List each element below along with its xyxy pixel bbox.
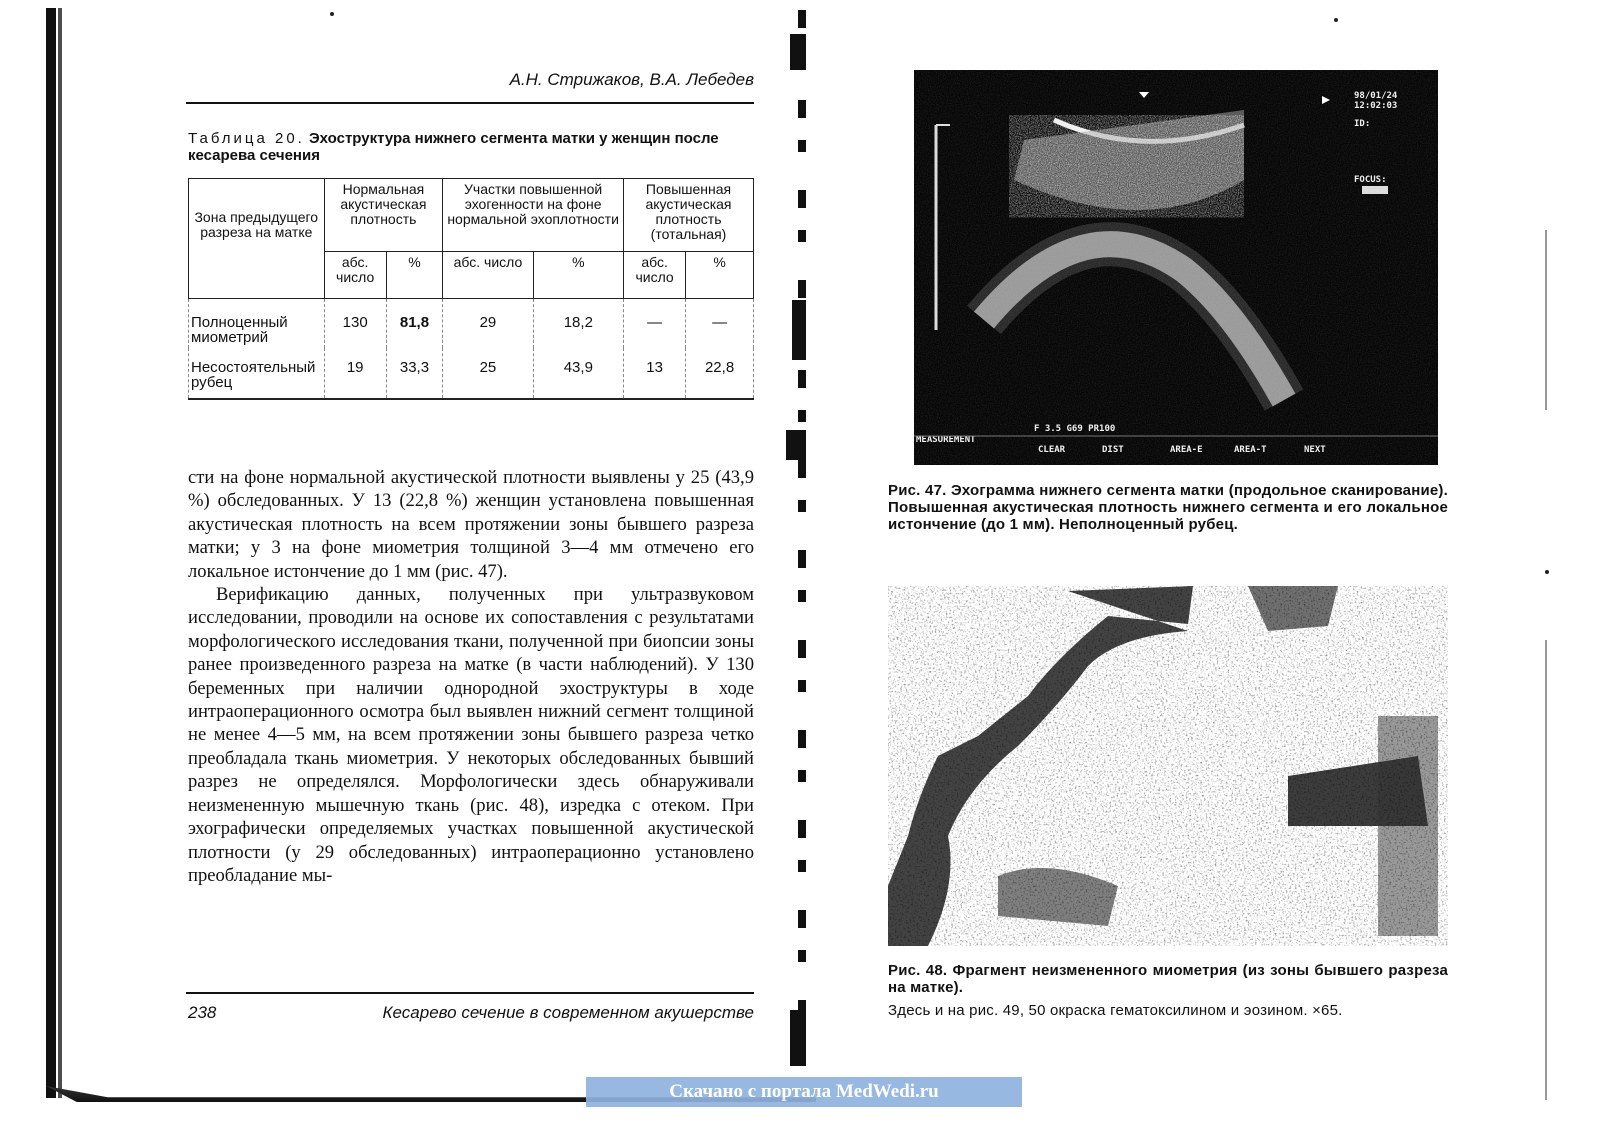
ultrasound-menu-item: CLEAR bbox=[1038, 445, 1066, 455]
table-cell: 18,2 bbox=[533, 299, 623, 349]
sub-header: абс. число bbox=[324, 252, 386, 299]
ultrasound-menu-item: AREA-T bbox=[1234, 445, 1267, 455]
table-cell: 81,8 bbox=[386, 299, 443, 349]
ultrasound-menu-item: MEASUREMENT bbox=[916, 435, 976, 445]
figure47-caption-text: Рис. 47. Эхограмма нижнего сегмента матки (продольное сканирование). Повышенная акустическая плотность нижнего сегмента и его локальное истончение (до 1 мм). Неполноценный рубец. bbox=[888, 482, 1448, 533]
table-title: Эхоструктура нижнего сегмента матки у женщин после кесарева сечения bbox=[188, 130, 719, 164]
running-head: А.Н. Стрижаков, В.А. Лебедев bbox=[509, 70, 754, 89]
ultrasound-id-label: ID: bbox=[1354, 119, 1371, 129]
paragraph: Верификацию данных, полученных при ультразвуковом исследовании, проводили на основе их сопоставления с результатами морфологического исследования ткани, полученной при биопсии зоны ранее произведенного разреза на матке (в части наблюдений). У 130 беременных при наличии однородной эхоструктуры в ходе интраоперационного осмотра был выявлен нижний сегмент толщиной не менее 4—5 мм, на всем протяжении зоны бывшего разреза четко преобладала ткань миометрия. У некоторых обследованных бывший разрез не определялся. Морфологически здесь обнаруживали неизмененную мышечную ткань (рис. 48), изредка с отеком. При эхографически определяемых участках повышенной акустической плотности (у 29 обследованных) интраоперационно установлено преобладание мы- bbox=[188, 584, 754, 886]
sub-header: % bbox=[686, 252, 754, 299]
body-text bbox=[188, 466, 754, 887]
sub-header: % bbox=[533, 252, 623, 299]
sub-header: % bbox=[386, 252, 443, 299]
ultrasound-menu-item: AREA-E bbox=[1170, 445, 1203, 455]
scan-dot bbox=[1545, 570, 1549, 574]
table-cell: — bbox=[624, 299, 686, 349]
table-caption bbox=[188, 130, 754, 164]
ultrasound-focus-label: FOCUS: bbox=[1354, 175, 1387, 185]
table-cell: 25 bbox=[443, 348, 533, 399]
table-row bbox=[189, 348, 754, 399]
spine-mark bbox=[790, 1010, 806, 1066]
table-cell: 13 bbox=[624, 348, 686, 399]
table-cell: 33,3 bbox=[386, 348, 443, 399]
sub-header: абс. число bbox=[624, 252, 686, 299]
ultrasound-scan bbox=[914, 70, 1438, 465]
ultrasound-params: F 3.5 G69 PR100 bbox=[1034, 424, 1116, 434]
scan-dot bbox=[330, 12, 334, 16]
table-row bbox=[189, 299, 754, 349]
table-cell: 43,9 bbox=[533, 348, 623, 399]
group-header-total: Повышенная акустическая плотность (тотальная) bbox=[624, 179, 754, 252]
sub-header: абс. число bbox=[443, 252, 533, 299]
ultrasound-image bbox=[914, 70, 1438, 465]
data-table bbox=[188, 178, 754, 400]
figure47-caption bbox=[888, 482, 1448, 533]
ultrasound-menu-item: NEXT bbox=[1304, 445, 1326, 455]
table-cell: — bbox=[686, 299, 754, 349]
ultrasound-date: 98/01/24 bbox=[1354, 91, 1398, 101]
book-spine bbox=[798, 10, 806, 1090]
paragraph: сти на фоне нормальной акустической плотности выявлены у 25 (43,9 %) обследованных. У 13 (22,8 %) женщин установлена повышенная акустическая плотность на всем протяжении зоны бывшего разреза матки; у 3 на фоне миометрия толщиной 3—4 мм отмечено его локальное истончение до 1 мм (рис. 47). bbox=[188, 467, 754, 582]
footer-title: Кесарево сечение в современном акушерстве bbox=[382, 1003, 754, 1022]
scan-edge-right bbox=[1545, 640, 1547, 1100]
figure48-note: Здесь и на рис. 49, 50 окраска гематоксилином и эозином. ×65. bbox=[888, 1002, 1343, 1019]
page-number: 238 bbox=[188, 1003, 217, 1022]
row-label: Несостоятельный рубец bbox=[189, 348, 325, 399]
zone-header: Зона предыдущего разреза на матке bbox=[189, 179, 325, 299]
watermark-banner[interactable]: Скачано с портала MedWedi.ru bbox=[586, 1077, 1022, 1107]
row-label: Полноценный миометрий bbox=[189, 299, 325, 349]
ultrasound-menu-item: DIST bbox=[1102, 445, 1124, 455]
spine-mark bbox=[786, 430, 806, 460]
table-cell: 19 bbox=[324, 348, 386, 399]
group-header-normal: Нормальная акустическая плотность bbox=[324, 179, 443, 252]
table-cell: 29 bbox=[443, 299, 533, 349]
table-cell: 22,8 bbox=[686, 348, 754, 399]
group-header-areas: Участки повышенной эхогенности на фоне нормальной эхоплотности bbox=[443, 179, 624, 252]
table-cell: 130 bbox=[324, 299, 386, 349]
ultrasound-time: 12:02:03 bbox=[1354, 101, 1398, 111]
scan-edge-left bbox=[46, 8, 56, 1098]
spine-mark bbox=[790, 34, 806, 70]
footer-rule bbox=[186, 992, 754, 994]
micrograph-image bbox=[888, 586, 1448, 946]
scan-edge-right bbox=[1545, 230, 1547, 410]
scan-edge-left-shadow bbox=[58, 8, 62, 1098]
micrograph-tissue bbox=[888, 586, 1448, 946]
spine-mark bbox=[792, 300, 806, 360]
scan-dot bbox=[1334, 18, 1338, 22]
figure48-caption-text: Рис. 48. Фрагмент неизмененного миометрия (из зоны бывшего разреза на матке). bbox=[888, 962, 1448, 996]
header-rule bbox=[186, 102, 754, 104]
figure48-caption bbox=[888, 962, 1448, 1019]
table-label: Таблица 20. bbox=[188, 130, 305, 147]
